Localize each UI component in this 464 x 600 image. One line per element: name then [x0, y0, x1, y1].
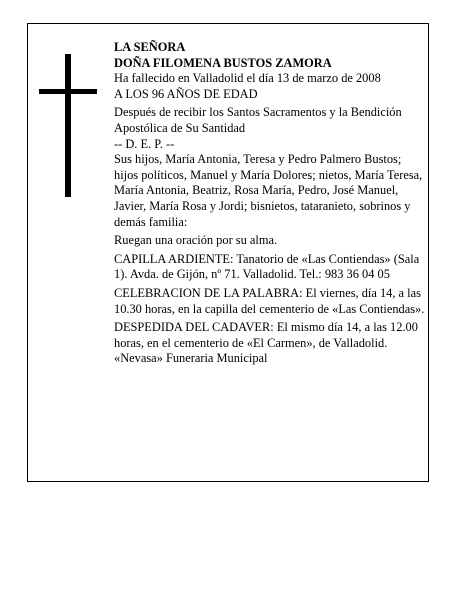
death-line: Ha fallecido en Valladolid el día 13 de marzo de 2008 [114, 71, 381, 86]
chapel-paragraph [114, 252, 426, 283]
sacraments-line: Después de recibir los Santos Sacramentos y la Bendición Apostólica de Su Santidad [114, 105, 402, 135]
chapel-text: Tanatorio de «Las Contiendas» (Sala 1). Avda. de Gijón, nº 71. Valladolid. Tel.: 983 36 04 05 [114, 251, 420, 282]
word-paragraph [114, 286, 426, 317]
prayer-line: Ruegan una oración por su alma. [114, 233, 278, 248]
notice-title: LA SEÑORA [114, 40, 186, 54]
latin-cross-icon [39, 54, 97, 197]
obituary-notice [27, 23, 429, 482]
farewell-label: DESPEDIDA DEL CADAVER: [114, 320, 274, 335]
dep-line: -- D. E. P. -- [114, 136, 175, 151]
cross-vertical-bar [65, 54, 71, 197]
word-text: El viernes, día 14, a las 10.30 horas, en la capilla del cementerio de «Las Contiendas». [114, 285, 425, 316]
farewell-paragraph [114, 320, 426, 351]
cross-horizontal-bar [39, 89, 97, 94]
chapel-label: CAPILLA ARDIENTE: [114, 251, 234, 266]
family-list: Sus hijos, María Antonia, Teresa y Pedro Palmero Bustos; hijos políticos, Manuel y María Dolores; nietos, María Teresa, María Antonia, Beatriz, Rosa María, Pedro, José Manuel, Javier, María Rosa y Jordi; bisnietos, tataranieto, sobrinos y demás familia: [114, 152, 423, 229]
farewell-text: El mismo día 14, a las 12.00 horas, en el cementerio de «El Carmen», de Valladolid. [114, 320, 418, 350]
deceased-name: DOÑA FILOMENA BUSTOS ZAMORA [114, 55, 332, 70]
funeral-home: «Nevasa» Funeraria Municipal [114, 351, 268, 366]
age-line: A LOS 96 AÑOS DE EDAD [114, 86, 258, 101]
word-label: CELEBRACION DE LA PALABRA: [114, 285, 303, 300]
notice-text [114, 40, 426, 367]
